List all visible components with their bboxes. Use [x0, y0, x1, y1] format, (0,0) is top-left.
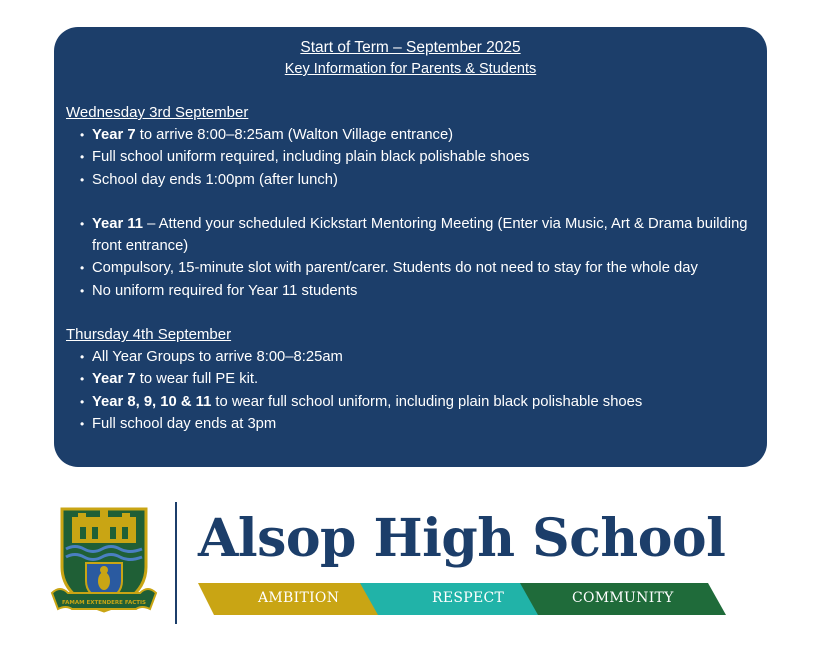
- wednesday-heading: Wednesday 3rd September: [66, 104, 249, 121]
- list-item: • No uniform required for Year 11 students: [92, 280, 755, 302]
- thursday-list: [66, 346, 755, 435]
- notice-title: Start of Term – September 2025: [300, 39, 521, 56]
- value-respect: RESPECT: [432, 590, 505, 606]
- notice-panel: [54, 27, 767, 467]
- list-item: • All Year Groups to arrive 8:00–8:25am: [92, 346, 755, 368]
- thursday-heading: Thursday 4th September: [66, 326, 232, 344]
- list-item: • School day ends 1:00pm (after lunch): [92, 169, 755, 191]
- list-item: • Year 11 – Attend your scheduled Kickstart Mentoring Meeting (Enter via Music, Art & Drama building front entrance): [92, 213, 755, 258]
- brand-divider: [175, 502, 177, 624]
- list-item: • Full school uniform required, including plain black polishable shoes: [92, 146, 755, 168]
- year11-list: [66, 213, 755, 302]
- list-item: • Year 8, 9, 10 & 11 to wear full school uniform, including plain black polishable shoes: [92, 391, 755, 413]
- svg-text:FAMAM EXTENDERE FACTIS: FAMAM EXTENDERE FACTIS: [61, 600, 147, 606]
- list-item: • Compulsory, 15-minute slot with parent/carer. Students do not need to stay for the whole day: [92, 257, 755, 279]
- wednesday-list: [66, 124, 755, 191]
- list-item: • Year 7 to wear full PE kit.: [92, 368, 755, 390]
- list-item: • Full school day ends at 3pm: [92, 413, 755, 435]
- school-crest-icon: [50, 505, 158, 621]
- value-community: COMMUNITY: [572, 590, 674, 606]
- list-item: • Year 7 to arrive 8:00–8:25am (Walton Village entrance): [92, 124, 755, 146]
- notice-subtitle: Key Information for Parents & Students: [284, 61, 537, 77]
- value-ambition: AMBITION: [258, 590, 340, 606]
- school-name: Alsop High School: [198, 508, 726, 569]
